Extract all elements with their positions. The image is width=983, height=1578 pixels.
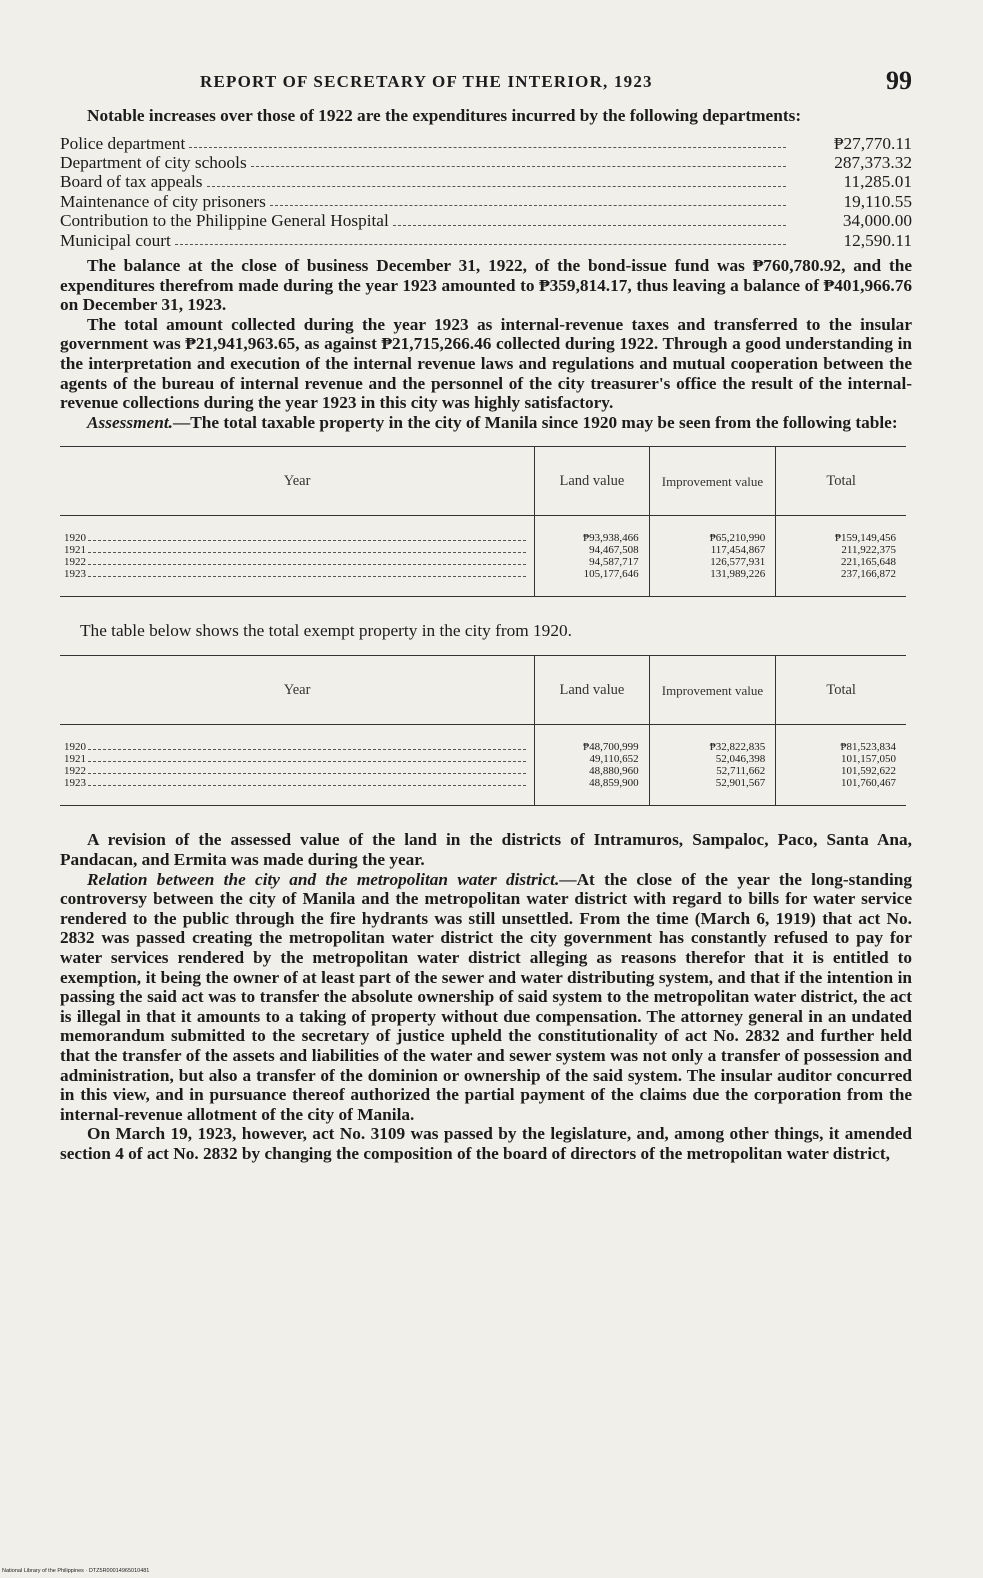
expenditure-list [60, 134, 912, 250]
table-row [60, 725, 906, 754]
expenditure-label: Maintenance of city prisoners [60, 191, 266, 211]
land-value-cell: 105,177,646 [535, 568, 649, 597]
expenditure-amount: 12,590.11 [843, 230, 912, 250]
leader-dots [88, 773, 526, 774]
improvement-value-cell: ₱32,822,835 [649, 725, 776, 754]
leader-dots [88, 761, 526, 762]
running-title: REPORT OF SECRETARY OF THE INTERIOR, 1923 [200, 72, 653, 91]
revenue-paragraph: The total amount collected during the year 1923 as internal-revenue taxes and transferred to the insular government was ₱21,941,963.65, as against ₱21,715,266.46 collected during 1922. Through a good understanding in the interpretation and execution of the internal revenue laws and regulations and mutual cooperation between the agents of the bureau of internal revenue and the personnel of the city treasurer's office the result of the internal-revenue collections during the year 1923 in this city was highly satisfactory. [60, 314, 912, 413]
year-cell: 1921 [64, 544, 86, 557]
leader-dots [393, 225, 786, 226]
table-row [60, 568, 906, 597]
assessment-paragraph [60, 413, 912, 433]
spacer [60, 806, 912, 830]
table-row [60, 556, 906, 568]
table-header-row [60, 447, 906, 516]
land-value-cell: 94,467,508 [535, 544, 649, 556]
expenditure-amount: ₱27,770.11 [833, 133, 912, 153]
land-value-cell: 48,859,900 [535, 777, 649, 806]
expenditure-label: Police department [60, 133, 186, 153]
column-header-improvement: Improvement value [649, 447, 776, 516]
assessment-heading: Assessment. [87, 412, 173, 432]
table-row [60, 777, 906, 806]
column-header-total: Total [776, 447, 906, 516]
intro-paragraph: Notable increases over those of 1922 are the expenditures incurred by the following departments: [87, 106, 802, 125]
list-item [60, 153, 912, 172]
improvement-value-cell: 117,454,867 [649, 544, 776, 556]
total-cell: 101,157,050 [776, 753, 906, 765]
leader-dots [88, 540, 526, 541]
column-header-year: Year [60, 447, 535, 516]
year-cell: 1920 [64, 741, 86, 754]
land-value-cell: 94,587,717 [535, 556, 649, 568]
bond-balance-paragraph: The balance at the close of business December 31, 1922, of the bond-issue fund was ₱760,780.92, and the expenditures therefrom made during the year 1923 amounted to ₱359,814.17, thus leaving a balance of ₱401,966.76 on December 31, 1923. [60, 256, 912, 315]
leader-dots [88, 749, 526, 750]
document-page [60, 66, 912, 1163]
taxable-property-table [60, 446, 906, 597]
expenditure-label: Municipal court [60, 230, 171, 250]
year-cell: 1923 [64, 777, 86, 790]
land-value-cell: ₱48,700,999 [535, 725, 649, 754]
total-cell: 221,165,648 [776, 556, 906, 568]
leader-dots [207, 186, 786, 187]
column-header-year: Year [60, 656, 535, 725]
expenditure-amount: 11,285.01 [843, 172, 912, 192]
total-cell: ₱81,523,834 [776, 725, 906, 754]
leader-dots [88, 785, 526, 786]
exempt-property-table [60, 655, 906, 806]
total-cell: ₱159,149,456 [776, 516, 906, 545]
total-cell: 101,760,467 [776, 777, 906, 806]
water-district-paragraph [60, 870, 912, 1125]
table-row [60, 516, 906, 545]
leader-dots [88, 576, 526, 577]
column-header-land: Land value [535, 447, 649, 516]
expenditure-amount: 34,000.00 [842, 211, 912, 231]
list-item [60, 192, 912, 211]
year-cell: 1923 [64, 568, 86, 581]
land-value-cell: ₱93,938,466 [535, 516, 649, 545]
table-header-row [60, 656, 906, 725]
leader-dots [251, 166, 786, 167]
expenditure-amount: 287,373.32 [834, 153, 912, 172]
act-3109-paragraph: On March 19, 1923, however, act No. 3109 was passed by the legislature, and, among other things, it amended section 4 of act No. 2832 by changing the composition of the board of directors of the metropolitan water district, [60, 1124, 912, 1163]
scan-footer: National Library of the Philippines · DTZ5R00014965010481 [2, 1568, 150, 1574]
water-district-text: —At the close of the year the long-standing controversy between the city of Manila and the metropolitan water district with regard to bills for water service rendered to the public through the fire hydrants was still unsettled. From the time (March 6, 1919) that act No. 2832 was passed creating the metropolitan water district the city government has constantly refused to pay for water services rendered by the metropolitan water district alleging as reasons therefor that it is entitled to exemption, it being the owner of at least part of the sewer and water distributing system, and that if the intention in passing the said act was to transfer the absolute ownership of said system to the metropolitan water district, the act is illegal in that it amounts to a taking of property without due compensation. The attorney general in an undated memorandum submitted to the secretary of justice upheld the constitutionality of act No. 2832 and further held that the transfer of the assets and liabilities of the water and sewer system was not only a transfer of possession and administration, but also a transfer of the dominion or ownership of the said system. The insular auditor concurred in this view, and in pursuance thereof authorized the partial payment of the claims due the corporation from the internal-revenue allotment of the city of Manila. [60, 869, 912, 1124]
page-number: 99 [886, 66, 912, 95]
page-header [60, 66, 912, 106]
improvement-value-cell: 52,046,398 [649, 753, 776, 765]
year-cell: 1922 [64, 556, 86, 569]
expenditure-label: Contribution to the Philippine General Hospital [60, 211, 389, 231]
list-item [60, 231, 912, 250]
assessment-text: —The total taxable property in the city of Manila since 1920 may be seen from the following table: [172, 412, 898, 432]
expenditure-amount: 19,110.55 [843, 191, 912, 211]
leader-dots [189, 147, 786, 148]
total-cell: 237,166,872 [776, 568, 906, 597]
year-cell: 1920 [64, 532, 86, 545]
year-cell: 1921 [64, 753, 86, 766]
leader-dots [270, 205, 786, 206]
expenditure-label: Board of tax appeals [60, 172, 203, 192]
land-value-cell: 48,880,960 [535, 765, 649, 777]
total-cell: 101,592,622 [776, 765, 906, 777]
leader-dots [88, 564, 526, 565]
table-row [60, 544, 906, 556]
total-cell: 211,922,375 [776, 544, 906, 556]
improvement-value-cell: 52,901,567 [649, 777, 776, 806]
exempt-table-caption: The table below shows the total exempt property in the city from 1920. [80, 621, 572, 641]
list-item [60, 211, 912, 230]
year-cell: 1922 [64, 765, 86, 778]
list-item [60, 172, 912, 191]
improvement-value-cell: ₱65,210,990 [649, 516, 776, 545]
leader-dots [175, 244, 786, 245]
improvement-value-cell: 131,989,226 [649, 568, 776, 597]
improvement-value-cell: 126,577,931 [649, 556, 776, 568]
expenditure-label: Department of city schools [60, 153, 247, 172]
table-row [60, 753, 906, 765]
land-value-cell: 49,110,652 [535, 753, 649, 765]
water-district-heading: Relation between the city and the metropolitan water district. [87, 869, 560, 889]
leader-dots [88, 552, 526, 553]
revision-paragraph: A revision of the assessed value of the land in the districts of Intramuros, Sampaloc, Paco, Santa Ana, Pandacan, and Ermita was made during the year. [60, 830, 912, 869]
column-header-land: Land value [535, 656, 649, 725]
column-header-improvement: Improvement value [649, 656, 776, 725]
table-row [60, 765, 906, 777]
column-header-total: Total [776, 656, 906, 725]
improvement-value-cell: 52,711,662 [649, 765, 776, 777]
list-item [60, 134, 912, 153]
